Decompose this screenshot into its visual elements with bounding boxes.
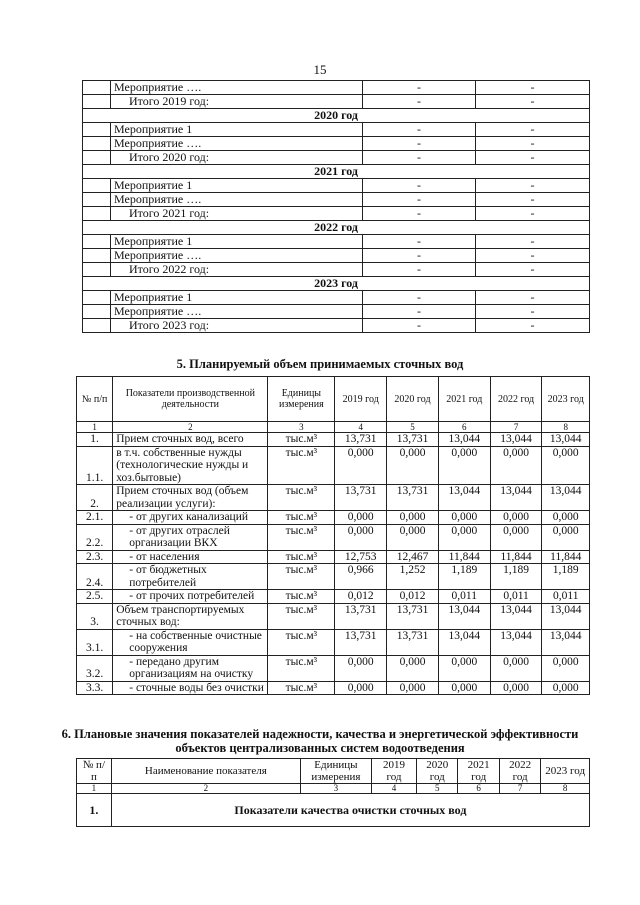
value-cell: 1,189: [542, 564, 590, 590]
value-cell: 13,731: [387, 603, 439, 629]
row-number: 3.3.: [77, 681, 113, 695]
indicators-table: [76, 758, 590, 827]
value-cell: -: [363, 207, 476, 221]
value-cell: -: [363, 137, 476, 151]
value-cell: 0,000: [542, 511, 590, 525]
unit-cell: тыс.м³: [268, 681, 335, 695]
column-number: 4: [335, 422, 387, 433]
value-cell: -: [363, 81, 476, 95]
column-number: 1: [77, 784, 112, 794]
unit-cell: тыс.м³: [268, 590, 335, 604]
value-cell: -: [363, 249, 476, 263]
row-number-cell: [83, 151, 111, 165]
table-header-row: [77, 377, 590, 422]
row-label: - от других канализаций: [113, 511, 268, 525]
table-row: [83, 207, 590, 221]
row-number: 2.1.: [77, 511, 113, 525]
table-row: [77, 524, 590, 550]
unit-cell: тыс.м³: [268, 603, 335, 629]
value-cell: 0,000: [335, 524, 387, 550]
value-cell: 0,000: [490, 511, 542, 525]
table-row: [83, 95, 590, 109]
events-table: [82, 80, 590, 333]
table-row: [77, 446, 590, 485]
year-row: [83, 165, 590, 179]
table-row: [83, 235, 590, 249]
wastewater-volume-table: [76, 376, 590, 695]
row-number-cell: [83, 123, 111, 137]
row-label: Итого 2023 год:: [111, 319, 363, 333]
row-label: Итого 2019 год:: [111, 95, 363, 109]
unit-cell: тыс.м³: [268, 485, 335, 511]
table-row: [83, 151, 590, 165]
table-row: [77, 629, 590, 655]
section6-title-line1: 6. Плановые значения показателей надежности, качества и энергетической эффективности: [61, 727, 579, 741]
row-label: Мероприятие 1: [111, 123, 363, 137]
value-cell: 12,753: [335, 550, 387, 564]
table-row: [77, 564, 590, 590]
row-number: 3.1.: [77, 629, 113, 655]
row-number: 1.1.: [77, 446, 113, 485]
row-label: - от населения: [113, 550, 268, 564]
column-header: 2019 год: [335, 377, 387, 422]
table-row: [77, 681, 590, 695]
table-row: [83, 291, 590, 305]
value-cell: 1,189: [438, 564, 490, 590]
value-cell: 0,012: [387, 590, 439, 604]
value-cell: 13,044: [542, 433, 590, 447]
table-row: [83, 319, 590, 333]
value-cell: 13,044: [490, 485, 542, 511]
row-number-cell: [83, 179, 111, 193]
row-number: 2.5.: [77, 590, 113, 604]
value-cell: 0,000: [438, 655, 490, 681]
row-label: Мероприятие ….: [111, 193, 363, 207]
row-number-cell: [83, 249, 111, 263]
value-cell: 13,731: [387, 629, 439, 655]
value-cell: 0,000: [335, 655, 387, 681]
row-label: Мероприятие ….: [111, 81, 363, 95]
value-cell: -: [476, 305, 590, 319]
value-cell: 0,011: [542, 590, 590, 604]
unit-cell: тыс.м³: [268, 655, 335, 681]
value-cell: 0,000: [387, 511, 439, 525]
value-cell: 0,011: [438, 590, 490, 604]
value-cell: 0,000: [438, 511, 490, 525]
column-number: 2: [111, 784, 300, 794]
unit-cell: тыс.м³: [268, 433, 335, 447]
row-number-cell: [83, 207, 111, 221]
value-cell: 0,000: [438, 524, 490, 550]
row-number: 1.: [77, 433, 113, 447]
value-cell: -: [476, 249, 590, 263]
row-label: Объем транспортируемых сточных вод:: [113, 603, 268, 629]
table-row: [77, 794, 590, 827]
value-cell: 13,044: [490, 629, 542, 655]
table-row: [83, 305, 590, 319]
row-number: 3.2.: [77, 655, 113, 681]
column-number: 5: [417, 784, 458, 794]
row-number: 1.: [77, 794, 112, 827]
table-header-row: [77, 759, 590, 784]
column-number: 7: [499, 784, 540, 794]
year-label: 2023 год: [83, 277, 590, 291]
row-label: Мероприятие 1: [111, 179, 363, 193]
year-label: 2022 год: [83, 221, 590, 235]
value-cell: 13,044: [490, 433, 542, 447]
value-cell: 0,012: [335, 590, 387, 604]
value-cell: -: [363, 235, 476, 249]
table-row: [83, 249, 590, 263]
year-row: [83, 109, 590, 123]
value-cell: 0,000: [438, 681, 490, 695]
column-header: 2021 год: [458, 759, 499, 784]
row-label: - сточные воды без очистки: [113, 681, 268, 695]
row-label: Итого 2022 год:: [111, 263, 363, 277]
value-cell: -: [476, 263, 590, 277]
row-number-cell: [83, 263, 111, 277]
value-cell: -: [476, 291, 590, 305]
value-cell: 1,252: [387, 564, 439, 590]
column-number: 2: [113, 422, 268, 433]
row-number: 2.2.: [77, 524, 113, 550]
value-cell: 0,000: [438, 446, 490, 485]
value-cell: 0,000: [387, 655, 439, 681]
table-row: [83, 123, 590, 137]
value-cell: 13,731: [335, 433, 387, 447]
value-cell: 13,044: [438, 629, 490, 655]
column-header: 2023 год: [541, 759, 590, 784]
table-row: [83, 263, 590, 277]
table-row: [83, 179, 590, 193]
row-number-cell: [83, 81, 111, 95]
value-cell: 0,000: [387, 524, 439, 550]
value-cell: 13,731: [387, 433, 439, 447]
row-label: Мероприятие 1: [111, 291, 363, 305]
row-number-cell: [83, 193, 111, 207]
value-cell: 13,044: [542, 485, 590, 511]
column-number-row: [77, 784, 590, 794]
column-header: Единицы измерения: [268, 377, 335, 422]
table-row: [77, 603, 590, 629]
value-cell: -: [363, 123, 476, 137]
value-cell: 0,000: [542, 655, 590, 681]
value-cell: -: [476, 319, 590, 333]
unit-cell: тыс.м³: [268, 446, 335, 485]
value-cell: 13,731: [387, 485, 439, 511]
value-cell: 13,731: [335, 603, 387, 629]
row-label: в т.ч. собственные нужды (технологические нужды и хоз.бытовые): [113, 446, 268, 485]
value-cell: -: [476, 137, 590, 151]
column-number-row: [77, 422, 590, 433]
value-cell: 1,189: [490, 564, 542, 590]
row-label: Мероприятие ….: [111, 137, 363, 151]
column-number: 1: [77, 422, 113, 433]
value-cell: 13,044: [542, 629, 590, 655]
year-label: 2021 год: [83, 165, 590, 179]
value-cell: -: [476, 207, 590, 221]
row-label: - от прочих потребителей: [113, 590, 268, 604]
value-cell: -: [363, 193, 476, 207]
value-cell: 13,044: [438, 485, 490, 511]
column-number: 5: [387, 422, 439, 433]
row-number: 3.: [77, 603, 113, 629]
row-number-cell: [83, 319, 111, 333]
value-cell: 0,000: [542, 524, 590, 550]
table-row: [83, 81, 590, 95]
row-number-cell: [83, 291, 111, 305]
value-cell: 0,000: [387, 681, 439, 695]
row-label: Показатели качества очистки сточных вод: [111, 794, 589, 827]
value-cell: -: [363, 319, 476, 333]
value-cell: 13,044: [438, 603, 490, 629]
value-cell: -: [363, 291, 476, 305]
column-number: 8: [542, 422, 590, 433]
page-number: 15: [313, 62, 327, 77]
row-number-cell: [83, 95, 111, 109]
value-cell: 0,000: [490, 655, 542, 681]
column-header: 2022 год: [490, 377, 542, 422]
column-header: № п/п: [77, 377, 113, 422]
value-cell: -: [476, 151, 590, 165]
year-label: 2020 год: [83, 109, 590, 123]
value-cell: 0,000: [387, 446, 439, 485]
column-number: 4: [371, 784, 416, 794]
column-number: 3: [300, 784, 371, 794]
value-cell: 11,844: [542, 550, 590, 564]
column-header: Наименование показателя: [111, 759, 300, 784]
value-cell: -: [363, 263, 476, 277]
column-header: 2021 год: [438, 377, 490, 422]
value-cell: 11,844: [490, 550, 542, 564]
value-cell: 13,044: [542, 603, 590, 629]
section6-title-line2: объектов централизованных систем водоотведения: [175, 741, 465, 755]
table-row: [77, 550, 590, 564]
year-row: [83, 221, 590, 235]
row-label: Мероприятие 1: [111, 235, 363, 249]
value-cell: 0,000: [335, 681, 387, 695]
row-number: 2.4.: [77, 564, 113, 590]
column-header: Показатели производственной деятельности: [113, 377, 268, 422]
table-row: [77, 655, 590, 681]
value-cell: 0,000: [335, 446, 387, 485]
value-cell: 12,467: [387, 550, 439, 564]
row-label: - передано другим организациям на очистку: [113, 655, 268, 681]
column-number: 6: [438, 422, 490, 433]
value-cell: 0,000: [335, 511, 387, 525]
value-cell: 0,966: [335, 564, 387, 590]
value-cell: -: [476, 95, 590, 109]
row-label: Итого 2021 год:: [111, 207, 363, 221]
column-header: 2020 год: [417, 759, 458, 784]
column-header: № п/п: [77, 759, 112, 784]
value-cell: 0,000: [490, 681, 542, 695]
table-row: [77, 590, 590, 604]
row-label: Прием сточных вод (объем реализации услуги):: [113, 485, 268, 511]
value-cell: 0,000: [542, 446, 590, 485]
column-number: 3: [268, 422, 335, 433]
value-cell: 13,731: [335, 485, 387, 511]
value-cell: -: [476, 235, 590, 249]
section5-title: 5. Планируемый объем принимаемых сточных вод: [176, 357, 464, 371]
column-number: 7: [490, 422, 542, 433]
value-cell: 11,844: [438, 550, 490, 564]
row-label: - от других отраслей организации ВКХ: [113, 524, 268, 550]
column-number: 8: [541, 784, 590, 794]
table-row: [77, 511, 590, 525]
column-header: 2019 год: [371, 759, 416, 784]
row-number-cell: [83, 305, 111, 319]
value-cell: -: [363, 305, 476, 319]
value-cell: -: [476, 81, 590, 95]
value-cell: -: [476, 123, 590, 137]
table-row: [77, 485, 590, 511]
unit-cell: тыс.м³: [268, 564, 335, 590]
row-label: - от бюджетных потребителей: [113, 564, 268, 590]
row-number: 2.: [77, 485, 113, 511]
value-cell: 0,000: [490, 524, 542, 550]
value-cell: -: [363, 179, 476, 193]
row-label: - на собственные очистные сооружения: [113, 629, 268, 655]
value-cell: 0,000: [542, 681, 590, 695]
value-cell: -: [476, 179, 590, 193]
value-cell: 0,011: [490, 590, 542, 604]
table-row: [83, 137, 590, 151]
column-header: 2022 год: [499, 759, 540, 784]
unit-cell: тыс.м³: [268, 629, 335, 655]
table-row: [83, 193, 590, 207]
table-row: [77, 433, 590, 447]
column-header: 2023 год: [542, 377, 590, 422]
value-cell: 13,731: [335, 629, 387, 655]
row-label: Итого 2020 год:: [111, 151, 363, 165]
column-header: Единицы измерения: [300, 759, 371, 784]
column-header: 2020 год: [387, 377, 439, 422]
column-number: 6: [458, 784, 499, 794]
row-label: Мероприятие ….: [111, 249, 363, 263]
value-cell: 13,044: [490, 603, 542, 629]
value-cell: 13,044: [438, 433, 490, 447]
value-cell: -: [363, 95, 476, 109]
value-cell: -: [363, 151, 476, 165]
row-label: Мероприятие ….: [111, 305, 363, 319]
unit-cell: тыс.м³: [268, 550, 335, 564]
value-cell: -: [476, 193, 590, 207]
row-number-cell: [83, 235, 111, 249]
value-cell: 0,000: [490, 446, 542, 485]
row-number-cell: [83, 137, 111, 151]
unit-cell: тыс.м³: [268, 511, 335, 525]
row-number: 2.3.: [77, 550, 113, 564]
unit-cell: тыс.м³: [268, 524, 335, 550]
row-label: Прием сточных вод, всего: [113, 433, 268, 447]
year-row: [83, 277, 590, 291]
